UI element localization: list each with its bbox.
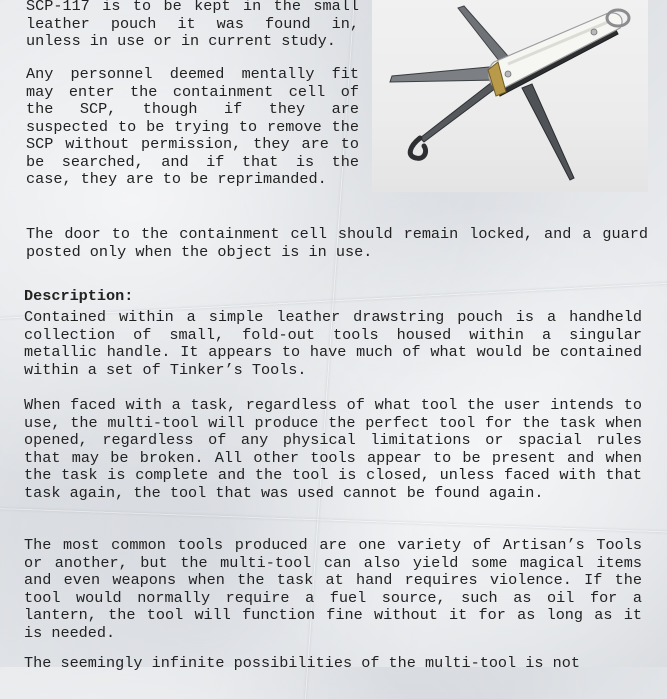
description-paragraph: Contained within a simple leather drawstring pouch is a handheld collection of small, fold-out tools housed within a singular metallic handle. It appears to have much of what would be contained within a set of Tinker’s Tools.	[24, 308, 642, 379]
small-blade-icon	[458, 6, 508, 62]
awl-icon	[522, 84, 574, 180]
description-paragraph: The seemingly infinite possibilities of the multi-tool is not	[24, 654, 580, 672]
paper-crease	[0, 507, 667, 533]
main-blade-icon	[390, 66, 500, 82]
containment-intro-paragraph: SCP-117 is to be kept in the small leather pouch it was found in, unless in use or in current study.	[26, 0, 359, 50]
containment-door-paragraph: The door to the containment cell should remain locked, and a guard posted only when the object is in use.	[26, 225, 648, 261]
description-heading: Description:	[24, 287, 134, 305]
description-paragraph: When faced with a task, regardless of what tool the user intends to use, the multi-tool will produce the perfect tool for the task when opened, regardless of any physical limitations or spacial rules that may be broken. All other tools appear to be present and when the task is complete and the tool is closed, unless faced with that task again, the tool that was used cannot be found again.	[24, 396, 642, 502]
containment-personnel-paragraph: Any personnel deemed mentally fit may enter the containment cell of the SCP, though if they are suspected to be trying to remove the SCP without permission, they are to be searched, and if that is the case, they are to be reprimanded.	[26, 65, 359, 188]
multi-tool-illustration	[372, 0, 648, 192]
hook-tool-icon	[420, 82, 496, 142]
multi-tool-photo	[372, 0, 648, 192]
description-paragraph: The most common tools produced are one variety of Artisan’s Tools or another, but the multi-tool can also yield some magical items and even weapons when the task at hand requires violence. If the tool would normally require a fuel source, such as oil for a lantern, the tool will function fine without it for as long as it is needed.	[24, 536, 642, 642]
